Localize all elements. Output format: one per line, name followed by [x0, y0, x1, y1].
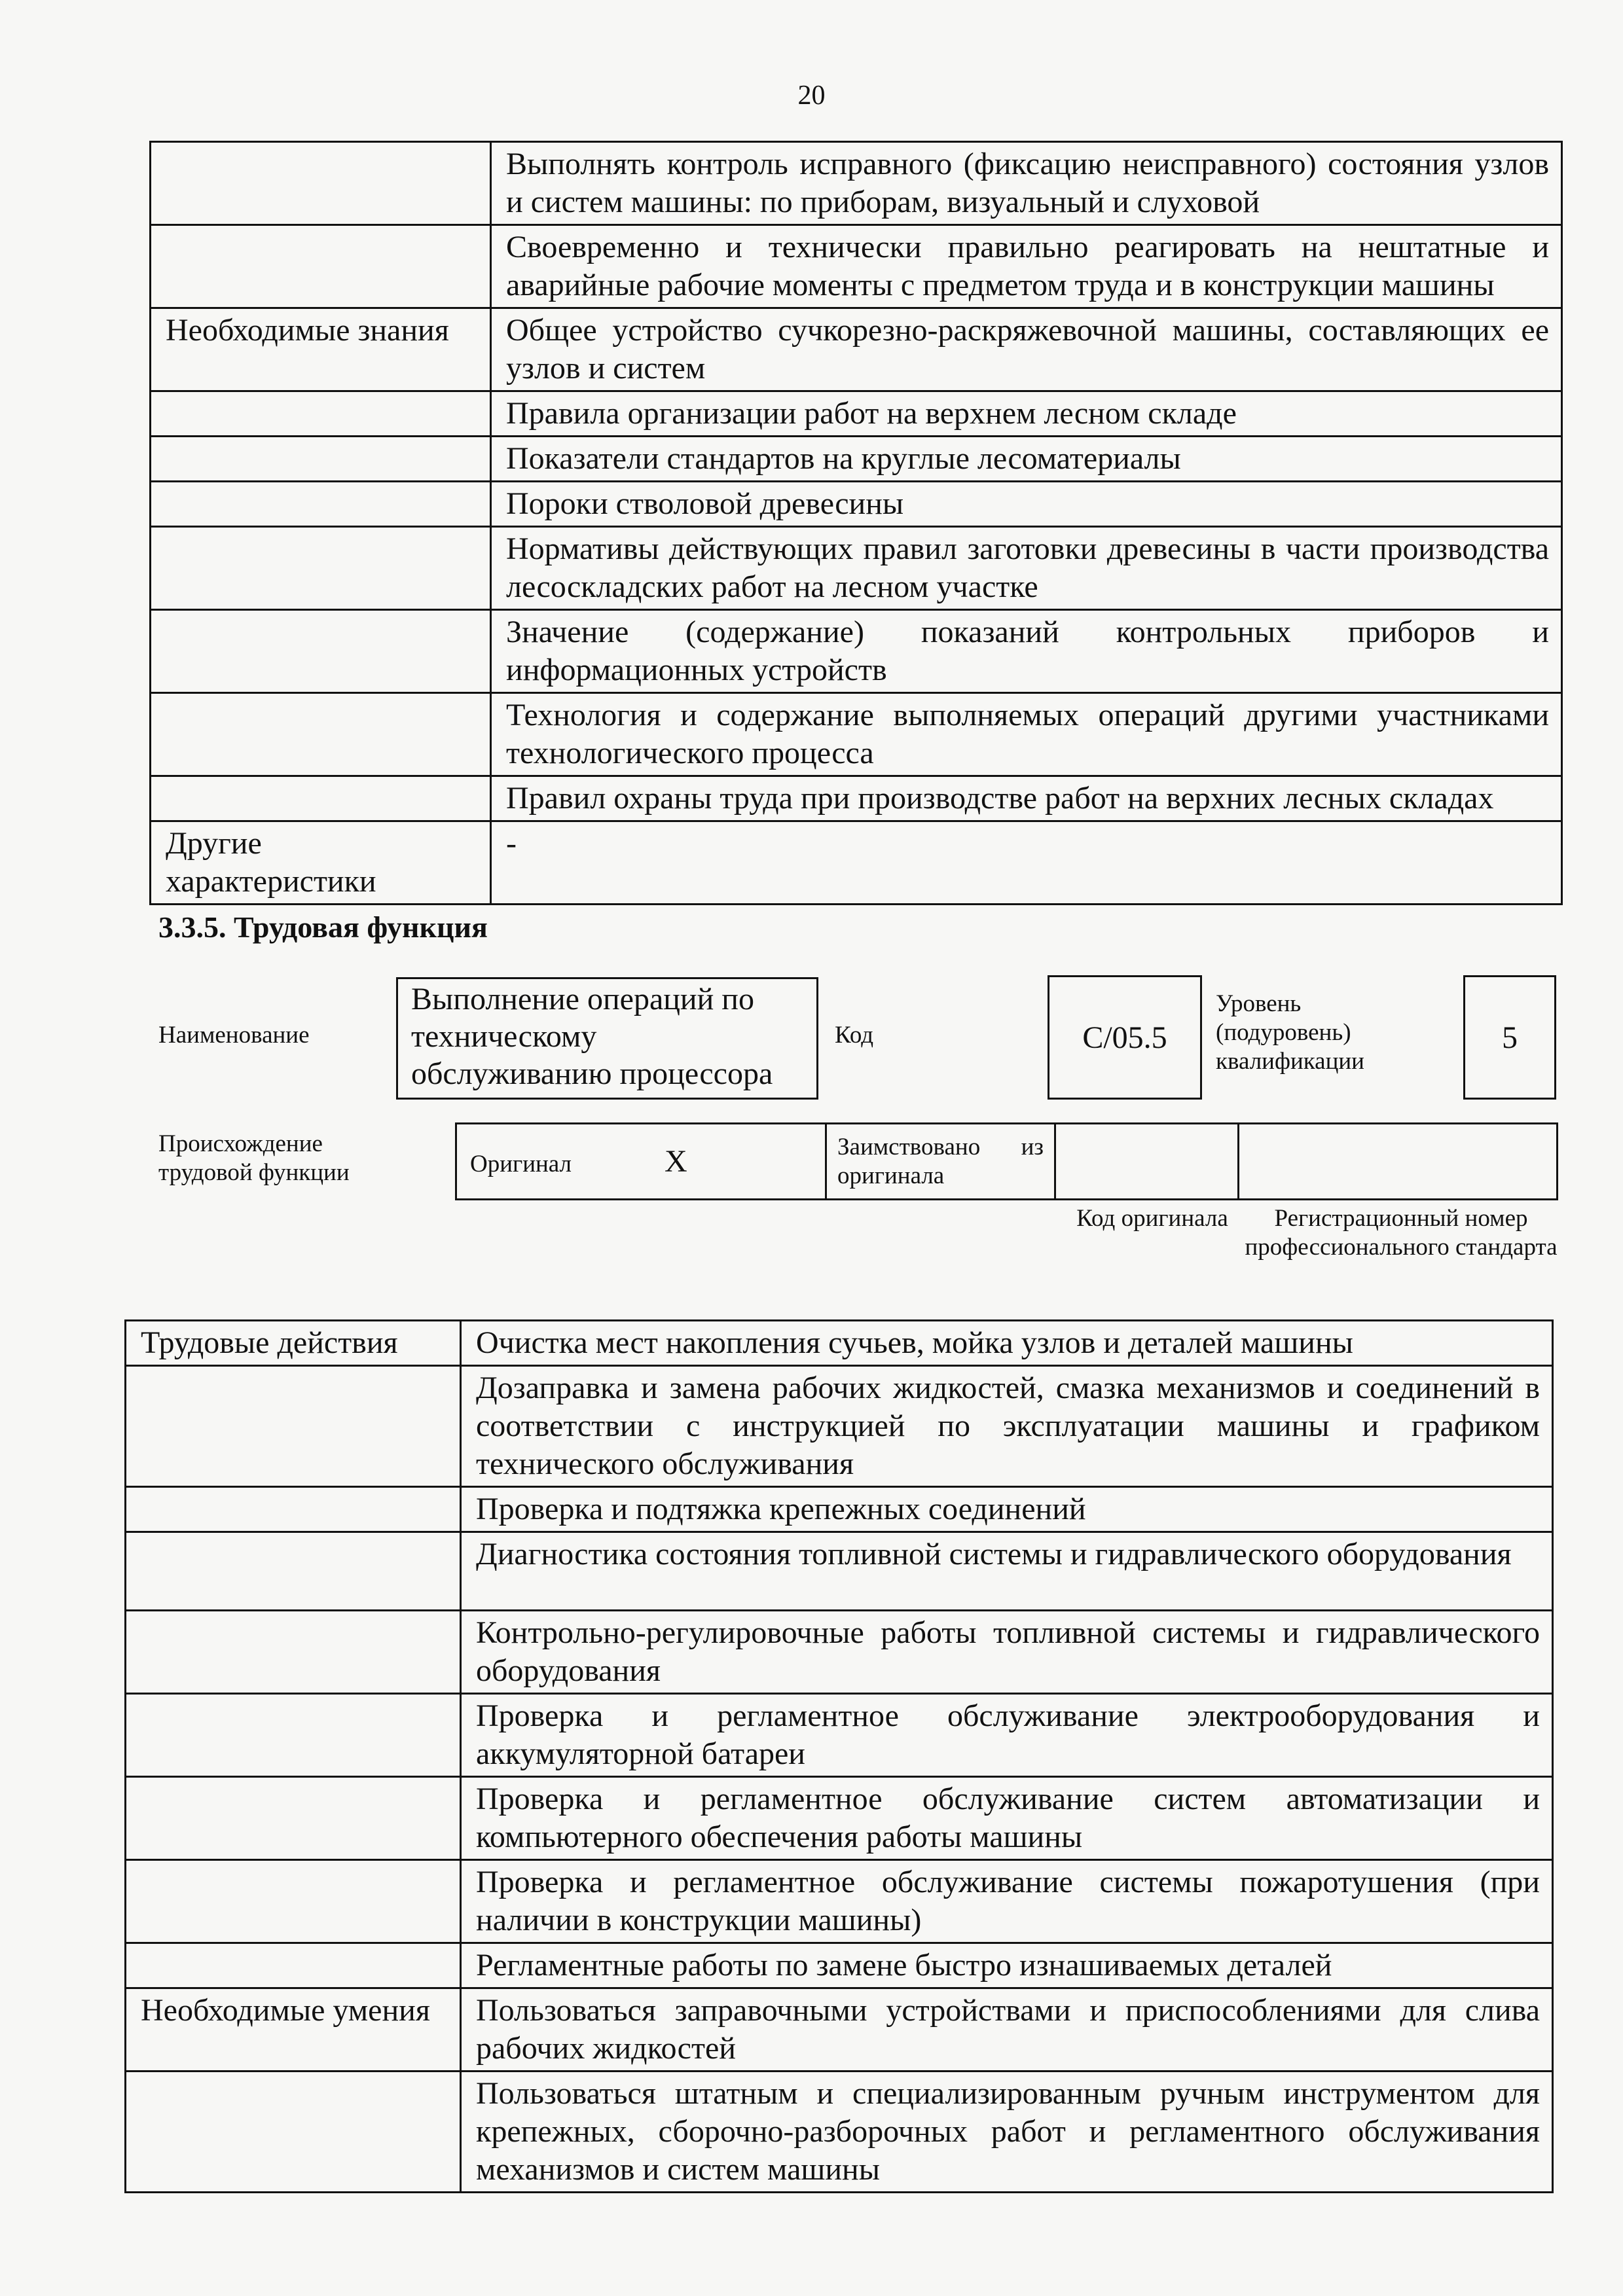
table-row: Пороки стволовой древесины — [491, 482, 1562, 527]
empty-label-cell — [126, 1694, 461, 1777]
registration-caption: Регистрационный номер профессионального стандарта — [1245, 1205, 1558, 1261]
table-row: Правил охраны труда при производстве работ на верхних лесных складах — [491, 776, 1562, 821]
original-label: Оригинал — [470, 1150, 572, 1177]
table-row: Нормативы действующих правил заготовки древесины в части производства лесоскладских работ на лесном участке — [491, 527, 1562, 610]
table-row: Проверка и регламентное обслуживание электрооборудования и аккумуляторной батареи — [461, 1694, 1553, 1777]
empty-label-cell — [126, 1487, 461, 1532]
original-code-cell — [1055, 1124, 1239, 1200]
empty-label-cell — [126, 1611, 461, 1694]
empty-label-cell — [126, 2072, 461, 2193]
origin-label: Происхождение трудовой функции — [158, 1130, 350, 1186]
empty-label-cell — [151, 142, 491, 225]
original-mark: X — [665, 1143, 687, 1179]
table-row: Контрольно-регулировочные работы топливной системы и гидравлического оборудования — [461, 1611, 1553, 1694]
table-row: Показатели стандартов на круглые лесоматериалы — [491, 437, 1562, 482]
table-row: Пользоваться штатным и специализированным ручным инструментом для крепежных, сборочно-разборочных работ и регламентного обслуживания механизмов и систем машины — [461, 2072, 1553, 2193]
knowledge-label: Необходимые знания — [151, 308, 491, 391]
other-characteristics-label: Другие характеристики — [151, 821, 491, 905]
origin-table — [455, 1122, 1558, 1200]
borrowed-label: Заимствовано из оригинала — [826, 1124, 1055, 1200]
table-row: Выполнять контроль исправного (фиксацию неисправного) состояния узлов и систем машины: по приборам, визуальный и слуховой — [491, 142, 1562, 225]
table-row: Общее устройство сучкорезно-раскряжевочной машины, составляющих ее узлов и систем — [491, 308, 1562, 391]
level-label: Уровень (подуровень) квалификации — [1216, 990, 1364, 1075]
empty-label-cell — [151, 225, 491, 308]
table-row: Пользоваться заправочными устройствами и приспособлениями для слива рабочих жидкостей — [461, 1988, 1553, 2072]
empty-label-cell — [126, 1943, 461, 1988]
registration-number-cell — [1239, 1124, 1558, 1200]
level-value-box: 5 — [1463, 975, 1556, 1100]
empty-label-cell — [151, 693, 491, 776]
table-row: Проверка и регламентное обслуживание систем автоматизации и компьютерного обеспечения работы машины — [461, 1777, 1553, 1860]
original-cell — [456, 1124, 826, 1200]
empty-label-cell — [126, 1860, 461, 1943]
function-name-box: Выполнение операций по техническому обслуживанию процессора — [396, 977, 818, 1100]
function-code-box: C/05.5 — [1048, 975, 1202, 1100]
empty-label-cell — [151, 610, 491, 693]
skills-label: Необходимые умения — [126, 1988, 461, 2072]
table-row: Регламентные работы по замене быстро изнашиваемых деталей — [461, 1943, 1553, 1988]
empty-label-cell — [126, 1777, 461, 1860]
actions-label: Трудовые действия — [126, 1321, 461, 1366]
table-row: Дозаправка и замена рабочих жидкостей, смазка механизмов и соединений в соответствии с инструкцией по эксплуатации машины и графиком технического обслуживания — [461, 1366, 1553, 1487]
code-label: Код — [835, 1022, 874, 1049]
empty-label-cell — [151, 776, 491, 821]
empty-label-cell — [126, 1532, 461, 1611]
section-heading: 3.3.5. Трудовая функция — [158, 910, 488, 944]
table-row: Значение (содержание) показаний контрольных приборов и информационных устройств — [491, 610, 1562, 693]
other-characteristics-value: - — [491, 821, 1562, 905]
empty-label-cell — [151, 482, 491, 527]
table-row: Правила организации работ на верхнем лесном складе — [491, 391, 1562, 437]
name-label: Наименование — [158, 1022, 310, 1049]
empty-label-cell — [151, 527, 491, 610]
table-row: Диагностика состояния топливной системы и гидравлического оборудования — [461, 1532, 1553, 1611]
empty-label-cell — [151, 391, 491, 437]
table-row: Своевременно и технически правильно реагировать на нештатные и аварийные рабочие моменты с предметом труда и в конструкции машины — [491, 225, 1562, 308]
empty-label-cell — [126, 1366, 461, 1487]
table-row: Проверка и регламентное обслуживание системы пожаротушения (при наличии в конструкции машины) — [461, 1860, 1553, 1943]
empty-label-cell — [151, 437, 491, 482]
table-row: Очистка мест накопления сучьев, мойка узлов и деталей машины — [461, 1321, 1553, 1366]
code-caption: Код оригинала — [1076, 1205, 1228, 1232]
table-row: Технология и содержание выполняемых операций другими участниками технологического процесса — [491, 693, 1562, 776]
page-number: 20 — [797, 81, 826, 111]
table-row: Проверка и подтяжка крепежных соединений — [461, 1487, 1553, 1532]
actions-table — [124, 1319, 1554, 2193]
knowledge-table — [149, 141, 1563, 905]
